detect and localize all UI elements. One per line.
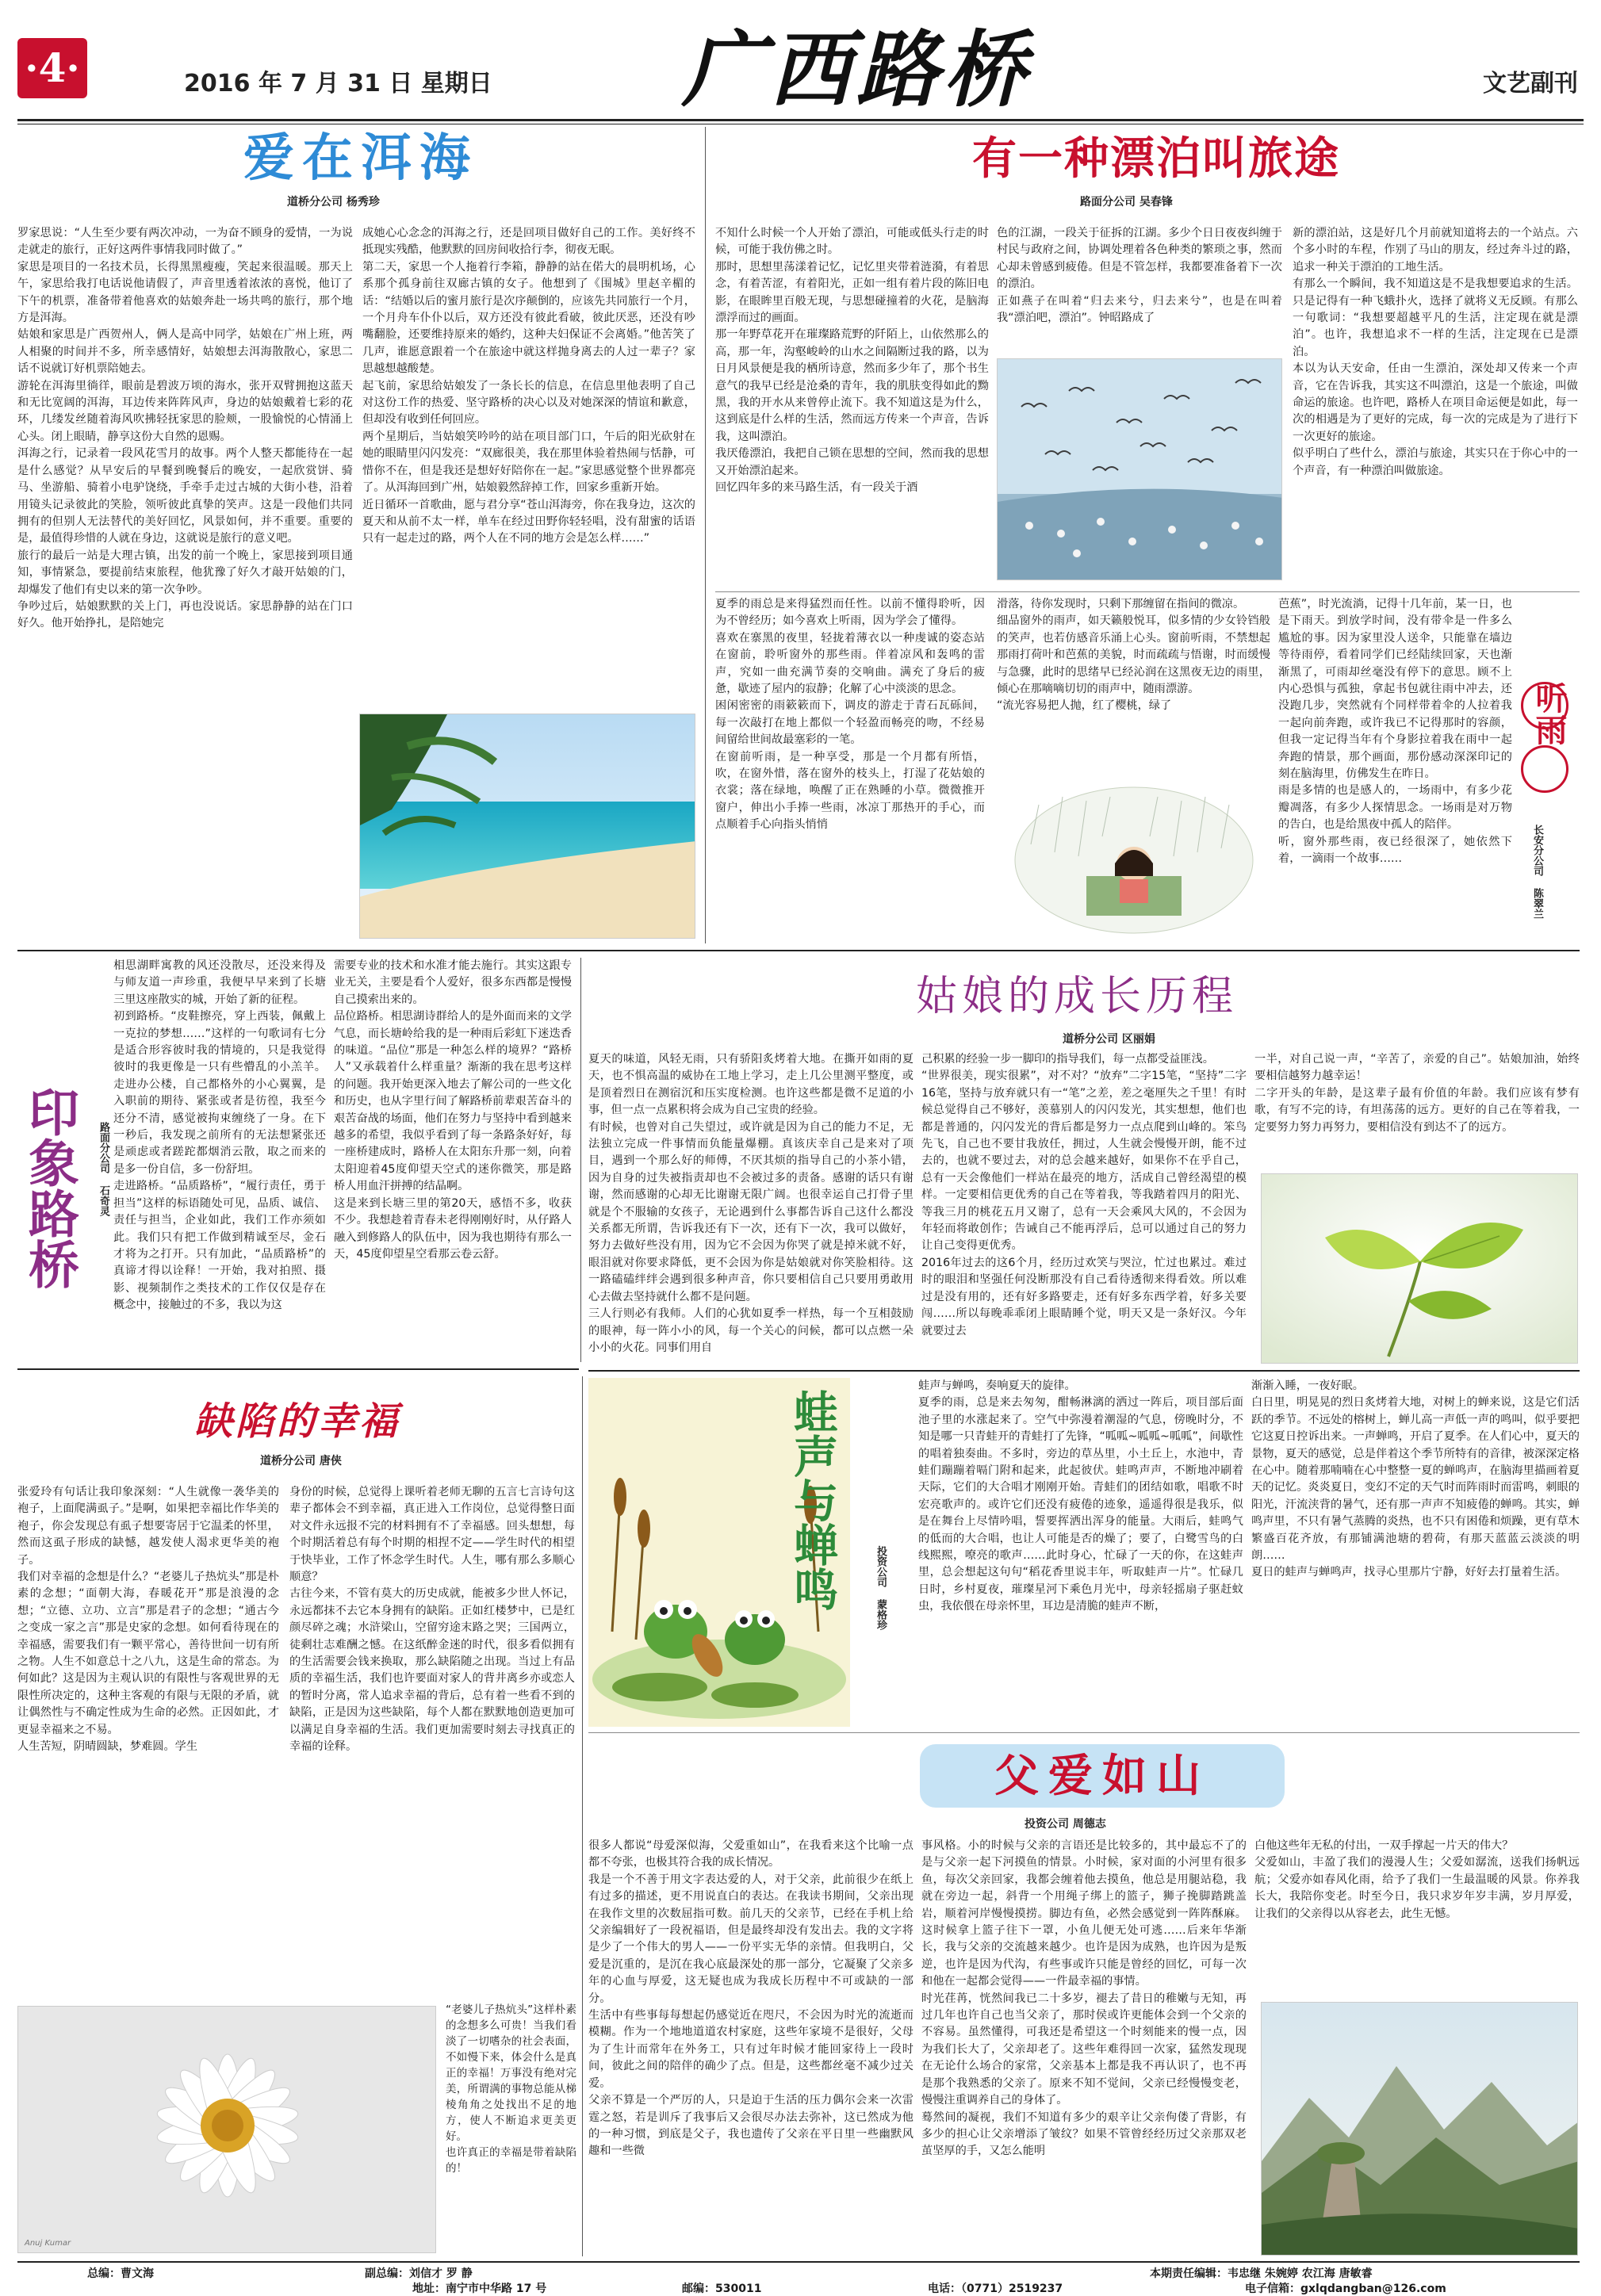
divider-impression-defect	[17, 1368, 579, 1370]
mountains-image	[1262, 2003, 1578, 2256]
article-body-rain-col2: 滑落，待你发现时，只剩下那缠留在指间的微凉。 细品窗外的雨声，如天籁般悦耳，似多情的少女铃铛般的笑声，也若仿感音乐涌上心头。窗前听雨，不禁想起那雨打荷叶和芭蕉的美貌，时而疏疏与悟谢，时而缓慢与急骤，此时的思绪早已经沁润在这黑夜无边的雨里，倾心在那嘀嘀切切的雨声中，随雨漂游。 “流光容易把人抛，红了樱桃，绿了	[997, 598, 1270, 713]
article-body-erhai-col2: 成她心心念念的洱海之行，还是回项目做好自己的工作。美好终不抵现实残酷，他默默的回房间收拾行李，彻夜无眠。 第二天，家思一个人拖着行李箱，静静的站在偌大的晨明机场，心系那个孤身前往双廊古镇的女子。他想到了《围城》里赵辛楣的话：“结婚以后的蜜月旅行是次序颠倒的，应该先共同旅行一个月，一个月舟车仆仆以后，双方还没有彼此看破，彼此厌恶，还没有吵嘴翻脸，还要维持原来的婚约，这种夫妇保证不会离婚。”他苦笑了几声，谁愿意跟着一个在旅途中就这样抛身离去的人过一辈子？家思越想越酸楚。 起飞前，家思给姑娘发了一条长长的信息，在信息里他表明了自己对这份工作的热爱、坚守路桥的决心以及对她深深的情谊和歉意，但却没有收到任何回应。 两个星期后，当姑娘笑吟吟的站在项目部门口，午后的阳光砍射在她的眼睛里闪闪发亮：“双廊很美，我在那里体验着热闹与恬静，可惜你不在，但是我还是想好好陪你在一起。”家思感觉整个世界都亮了。从洱海回到广州，姑娘毅然辞掉工作，回家乡重新开始。 近日循环一首歌曲，愿与君分享“苍山洱海旁，你在我身边，这次的夏天和从前不太一样，单车在经过田野你轻轻唱，没有甜蜜的话语只有一起走过的路，两个人在不同的地方会是怎么样……”	[362, 227, 695, 545]
rain-title-circle-1	[1521, 682, 1568, 729]
footer-address: 地址：南宁市中华路 17 号	[412, 2283, 547, 2295]
article-title-defect: 缺陷的幸福	[193, 1399, 400, 1444]
byline-father: 投资公司 周德志	[1025, 1818, 1106, 1831]
article-body-erhai-col1: 罗家思说：“人生至少要有两次冲动，一为奋不顾身的爱情，一为说走就走的旅行，正好这两件事情我同时做了。” 家思是项目的一名技术员，长得黑黑瘦瘦，笑起来很温暖。那天上午，家思给我打电话说他请假了，声音里透着浓浓的喜悦，他订了下午的机票，准备带着他喜欢的姑娘奔赴一场共鸣的旅行，那个地方是洱海。 姑娘和家思是广西贺州人，俩人是高中同学，姑娘在广州上班，两人相聚的时间并不多，所幸感情好，姑娘想去洱海散散心，家思二话不说就订好机票陪她去。 游轮在洱海里徜徉，眼前是碧波万顷的海水，张开双臂拥抱这蓝天和无比宽阔的洱海，耳边传来阵阵风声，身边的姑娘戴着七彩的花环，几缕发丝随着海风吹拂轻抚家思的脸颊，一股愉悦的心情涌上心头。闭上眼睛，静享这份大自然的恩赐。 洱海之行，记录着一段风花雪月的故事。两个人整天都能待在一起是什么感觉？从早安后的早餐到晚餐后的晚安，一起欣赏饼、骑马、坐游船、骑着小电驴饶绕，手牵手走过古城的大街小巷，沿着用镜头记录彼此的笑脸，领听彼此真挚的笑声。这是一段他们共同拥有的但别人无法替代的美好回忆，风景如何，并不重要。重要的是，最值得珍惜的人就在身边，这就说是旅行的意义吧。 旅行的最后一站是大理古镇，出发的前一个晚上，家思接到项目通知，事情紧急，要提前结束旅程，他犹豫了好久才敲开姑娘的门，却爆发了他们有史以来的第一次争吵。 争吵过后，姑娘默默的关上门，再也没说话。家思静静的站在门口好久。他开始挣扎，是陪她完	[17, 227, 353, 630]
byline-erhai: 道桥分公司 杨秀珍	[287, 196, 380, 209]
divider-drifting-rain	[715, 591, 1580, 592]
footer-phone: 电话：（0771）2519237	[928, 2283, 1063, 2295]
footer-rule	[17, 2261, 1580, 2263]
leaves-image	[1262, 1174, 1578, 1364]
page-number-badge: ·4·	[17, 38, 87, 98]
article-title-father: 父爱如山	[994, 1750, 1210, 1802]
rain-girl-illustration	[1007, 781, 1261, 939]
beach-photo	[359, 714, 695, 939]
article-title-growth: 姑娘的成长历程	[915, 973, 1238, 1020]
article-body-frogs-col2: 渐渐入睡，一夜好眠。 白日里，明晃晃的烈日炙烤着大地，对树上的蝉来说，这是它们活跃的季节。不远处的榕树上，蝉儿高一声低一声的鸣叫，似乎要把它这夏日控诉出来。一声蝉鸣，开启了夏季。在人们心中，夏天的景物，夏天的感觉，总是伴着这个季节所特有的音律，被深深定格在心中。随着那喃喃在心中整整一夏的蝉鸣声，在脑海里描画着夏天的记忆。炎炎夏日，变幻不定的天气时而阵雨时而雷鸣，刺眼的阳光，汗流浃背的暑气，还有那一声声不知疲倦的蝉鸣。其实，蝉鸣声里，不只有暑气蒸腾的炎热，也不只有困倦和烦躁，更有草木繁盛百花齐放，有那铺满池塘的碧荷，有那天蓝蓝云淡淡的明朗…… 夏日的蛙声与蝉鸣声，找寻心里那片宁静，好好去打量着生活。	[1251, 1380, 1580, 1579]
byline-impression: 路面分公司 石奇灵	[98, 1122, 109, 1216]
issue-date: 2016 年 7 月 31 日 星期日	[184, 70, 492, 98]
section-name: 文艺副刊	[1483, 70, 1578, 98]
article-body-father-col3: 白他这些年无私的付出，一双手撑起一片天的伟大？ 父爱如山，丰盈了我们的漫漫人生；父爱如潺流，送我们扬帆远航；父爱亦如春风化雨，给予了我们一生最温暖的风景。你养我长大，我陪你变老。时至今日，我只求岁年岁丰满，岁月厚爱，让我们的父亲得以从容老去，此生无憾。	[1254, 1839, 1580, 1920]
footer-deputy-editor: 副总编：刘信才 罗 静	[365, 2267, 473, 2280]
article-body-growth-col3: 一半，对自己说一声，“辛苦了，亲爱的自己”。姑娘加油，始终要相信越努力越幸运！ 二字开头的年龄，是这辈子最有价值的年龄。我们应该有梦有歌，有写不完的诗，有坦荡荡的远方。更好的自己在等着我，一定要努力努力再努力，要相信没有到达不了的远方。	[1254, 1053, 1580, 1134]
photo-credit: Anuj Kumar	[25, 2239, 71, 2248]
column-divider-impression	[580, 958, 581, 1362]
article-body-defect-col3: “老婆儿子热炕头”这样朴素的念想多么可贵！当我们看淡了一切嗜杂的社会表面，不如慢下来，体会什么是真正的幸福！万事没有绝对完美，所谓满的事物总能从梯棱角角之处找出不足的地方，使人不断追求更美更好。 也许真正的幸福是带着缺陷的！	[446, 2003, 576, 2175]
footer-email: 电子信箱：gxlqdangban@126.com	[1245, 2283, 1446, 2295]
article-body-drifting-col1: 不知什么时候一个人开始了漂泊，可能或低头行走的时候，可能于我仿佛之时。 那时，思想里荡漾着记忆，记忆里夹带着涟漪，有着思念，有着苦涩，有着阳光，正如一组有着片段的陈旧电影，在眼眸里百般无现，与思想碰撞着的火花，是脑海漂浮而过的画面。 那一年野草花开在璀璨路荒野的阡陌上，山依然那么的高，那一年，沟壑峻岭的山水之间隔断过我的路，以为日月风景便是我的栖所诗意，然而多少年了，那个书生意气的我早已经是沧桑的青年，我的肌肤变得如此的黝黑，我的开水从来曾停止流下。我不知道这是为什么，这到底是什么样的生活，然而远方传来一个声音，告诉我，这叫漂泊。 我厌倦漂泊，我把自己锁在思想的空间，然而我的思想又开始漂泊起来。 回忆四年多的来马路生活，有一段关于酒	[715, 227, 989, 495]
footer-chief-editor: 总编：曹文海	[87, 2267, 154, 2280]
rain-title-circle-2	[1521, 745, 1568, 793]
page-number: 4	[38, 44, 67, 91]
divider-growth-frog	[588, 1370, 1580, 1372]
article-body-frogs-col1: 蛙声与蝉鸣，奏响夏天的旋律。 夏季的雨，总是来去匆匆，酣畅淋漓的洒过一阵后，项目部后面池子里的水涨起来了。空气中弥漫着潮湿的气息，傍晚时分，不知是哪一只青蛙开的青蛙打了先锋，“呱呱~呱呱~呱呱”，间歇性的唱着独奏曲。不多时，旁边的草丛里，小土丘上，水池中，青蛙们蹦蹦着嗝门附和起来，此起彼伏。蛙鸣声声，不断地冲刷着天际，它们的大合唱才刚刚开始。青蛙们的团结如歌，唱歌不时宏亮歌声的。或许它们还没有疲倦的迹象，遥遥得很是我乐，似是在舞台上尽情吟唱，誓要挥洒出浑身的能量。大雨后，蛙鸣气的低而的大合唱，也让人可能是否的燥了；要了，白鹭雪鸟的白线熙熙，嘹亮的歌声……此时身心，忙碌了一天的你，在这蛙声里，总会想起这句句“稻花香里说丰年，听取蛙声一片”。忙碌几日时，乡村夏夜，璀璨星河下乘色月光中，母亲轻摇扇子驱赶蚊虫，我依偎在母亲怀里，耳边是清脆的蛙声不断，	[918, 1380, 1243, 1613]
seagulls-photo	[997, 358, 1282, 580]
byline-drifting: 路面分公司 吴春锋	[1080, 196, 1173, 209]
mountains-photo	[1261, 2002, 1578, 2256]
article-body-defect-col2: 身份的时候，总觉得上课听着老师无聊的五言七言诗句这辈子都体会不到幸福，真正进入工作岗位，总觉得整日面对文件永远报不完的材料拥有不了幸福感。回头想想，每个时期活着总有每个时期的相捏不定——学生时代的相望于快毕业，工作了怀念学生时代。人生，哪有那么多顺心顺意？ 古往今来，不管有莫大的历史成就，能被多少世人怀记，永远都抹不去它本身拥有的缺陷。正如红楼梦中，已是红颜尽碎之魂；水浒梁山，空留穷途末路之哭；三国两立，徒剩壮志难酬之憾。在这纸醉金迷的时代，很多看似拥有的生活需要会钱来换取，那么缺陷随之出现。当过上有品质的幸福生活，我们也许要面对家人的背井离乡亦或恋人的暂时分离，常人追求幸福的背后，总有着一些看不到的缺陷，正是因为这些缺陷，每个人都在默默地创造更加可以满足自身幸福的生活。我们更加需要时刻去寻找真正的幸福的诠释。	[289, 1486, 575, 1754]
article-title-drifting: 有一种漂泊叫旅途	[972, 132, 1340, 185]
daisy-photo	[17, 2006, 436, 2253]
article-title-impression: 印象路桥	[20, 1086, 79, 1289]
daisy-image	[18, 2007, 436, 2253]
article-body-impression-col1: 相思湖畔寓教的风还没散尽，还没来得及与师友道一声珍重，我便早早来到了长塘三里这座散实的城，开始了新的征程。 初到路桥。“皮鞋擦亮，穿上西装，佩戴上一克拉的梦想……”这样的一句歌词有七分是适合形容彼时我的情境的，只是我觉得彼时的我更像是一只有些懵乱的小羔羊。走进办公楼，自己都格外的小心翼翼，是入职前的期待、紧张或者是彷徨，我至今还分不清，感觉被拘束缠绕了一身。在下一秒后，我发现之前所有的无法想紧张还是顽虑或者蹉跎都烟消云散，取之而来的是多一份自信，多一份舒坦。 走进路桥。“品质路桥”，“履行责任，勇于担当”这样的标语随处可见，品质、诚信、责任与担当，企业如此，我们工作亦须如此。我们只有把工作做到精诚至尽，金石才将为之打开。只有加此，“品质路桥”的真谛才得以诠释！一开始，我对拍照、摄影、视频制作之类技术的工作仅仅是存在概念中，接触过的不多，我以为这	[113, 959, 326, 1312]
article-body-growth-col1: 夏天的味道，风轻无雨，只有骄阳炙烤着大地。在撕开如雨的夏天，也不惧高温的威协在工地上学习，走上几公里测平整度，或是顶着烈日在测宿沉和压实度检测。也许这些都是微不足道的小事，但一点一点累积将会成为自己宝贵的经验。 有时候，也曾对自己失望过，或许就是因为自己的能力不足，无法独立完成一件事情而负能量爆棚。真该庆幸自己是来对了项目，遇到一个那么好的师傅，不厌其烦的指导自己的小茶小错，因为自身的过失被指责却也不会被过多的责备。感谢的话只有谢谢，然而感谢的心却无比谢谢无限广阔。也很幸运自己打骨子里就是个不服输的女孩子，无论遇到什么事都告诉自己这什么都没关系都无所谓，告诉我还有下一次，还有下一次，我可以做好，努力去做好些没有用，因为它不会因为你哭了就是掉米就不好，眼泪就对你要求降低，更不会因为你是姑娘就对你笑脸相待。这一路磕磕绊绊会遇到很多种声音，你只要相信自己只要用勇敢用心去做去坚持就什么都不是问题。 三人行则必有我师。人们的心犹如夏季一样热，每一个互相鼓励的眼神，每一阵小小的风，每一个关心的问候，都可以点燃一朵小小的火花。同事们用自	[588, 1053, 913, 1354]
masthead-rule	[17, 119, 1584, 121]
article-body-drifting-col2: 色的江湖，一段关于征拆的江湖。多少个日日夜夜纠缠于村民与政府之间，协调处理着各色种类的繁琐之事，然而心却未曾感到疲倦。但是不管怎样，我都要准备着下一次的漂泊。 正如燕子在叫着“归去来兮，归去来兮”，也是在叫着我“漂泊吧，漂泊”。钟昭路成了	[997, 227, 1282, 325]
seagulls-image	[998, 359, 1282, 580]
footer-postcode: 邮编：530011	[682, 2283, 762, 2295]
divider-top-middle	[17, 950, 1580, 951]
article-body-defect-col1: 张爱玲有句话让我印象深刻：“人生就像一袭华美的袍子，上面爬满虱子。”是啊，如果把幸福比作华美的袍子，你会发现总有虱子想要寄居于它温柔的怀里，然而这虱子形成的缺憾，越发使人渴求更华美的袍子。 我们对幸福的念想是什么？“老婆儿子热炕头”那是朴素的念想；“面朝大海，春暖花开”那是浪漫的念想；“立德、立功、立言”那是君子的念想；“通古今之变成一家之言”那是史家的念想。如何看待现在的幸福感，需要我们有一颗平常心，善待世间一切有所之物。人生不如意总十之八九，这是生命的常态。为何如此？这是因为主观认识的有限性与客观世界的无限性所决定的，这种主客观的有限与无限的矛盾，就让偶然性与不确定性成为生命的必然。正因如此，才更显幸福来之不易。 人生苦短，阴晴圆缺，梦难圆。学生	[17, 1486, 279, 1754]
article-title-erhai: 爱在洱海	[243, 128, 478, 188]
article-body-rain-col1: 夏季的雨总是来得猛烈而任性。以前不懂得聆听，因为不曾经历；如今喜欢上听雨，因为学会了懂得。 喜欢在寨黑的夜里，轻拢着薄衣以一种虔诚的姿态站在窗前，聆听窗外的那些雨。伴着凉风和轰鸣的雷声，究如一曲充满节奏的交响曲。满充了身后的疲惫，歇迹了屋内的寂静；化解了心中淡淡的思念。 困闲密密的雨簌簌而下，调皮的游走于青石瓦砾间，每一次敲打在地上都似一个轻盈而畅亮的吻，不经易间留给世间故最塞彩的一笔。 在窗前听雨，是一种享受，那是一个月都有所悟，吹，在窗外惜，落在窗外的枝头上，打湿了花姑娘的衣裳；落在绿地，唤醒了正在熟睡的小草。微微推开窗户，伸出小手捧一些雨，冰凉丁那热开的手心，而点顺着手心向指头悄悄	[715, 598, 985, 832]
divider-frog-father	[588, 1732, 1580, 1733]
article-body-father-col2: 事风格。小的时候与父亲的言语还是比较多的，其中最忘不了的是与父亲一起下河摸鱼的情景。小时候，家对面的小河里有很多鱼，每次父亲回家，我都会缠着他去摸鱼，他总是用腿站稳，我就在旁边一起，斜背一个用绳子绑上的篮子，狮子挽脚踏跳盖岩，顺着河岸慢慢摸捞。脚边有鱼，必然会感觉到一阵阵酥麻。这时候拿上篮子往下一罩，小鱼儿便无处可逃……后来年华渐长，我与父亲的交流越来越少。也许是因为成熟，也许因为是叛逆，也许是因为代沟，有些事或许只能是曾经的回忆，可每一次和他在一起都会觉得——一件最幸福的事情。 时光荏苒，恍然间我已二十多岁，褪去了昔日的稚嫩与无知，再过几年也许自己也当父亲了，那时侯或许更能体会到一个父亲的不容易。虽然懂得，可我还是希望这一个时刻能来的慢一点，因为我们长大了，父亲却老了。这些年难得回一次家，猛然发现现在无论什么场合的家常，父亲基本上都是我不再认识了，也不再是那个我熟悉的父亲了。原来不知不觉间，父亲已经慢慢变老，慢慢注重调养自己的身体了。 蓦然间的凝视，我们不知道有多少的艰辛让父亲佝偻了背影，有多少的担心让父亲增添了皱纹？如果不管曾经经历过父亲那双老茧坚厚的手，又怎么能明	[921, 1839, 1247, 2158]
beach-image	[360, 714, 695, 939]
footer-editors: 本期责任编辑：韦忠继 朱婉婷 农江海 唐敏睿	[1150, 2267, 1373, 2280]
article-body-rain-col3: 芭蕉”，时光流淌，记得十几年前，某一日，也是下雨天。到放学时间，没有带伞是一件多么尴尬的事。因为家里没人送伞，只能靠在墙边等待雨停，看着同学们已经陆续回家，天也渐渐黑了，可雨却丝毫没有停下的意思。顾不上内心恐惧与孤独，拿起书包就往雨中冲去，还没跑几步，突然就有个同样带着伞的人拉着我一起向前奔跑，或许我已不记得那时的容颜，但我一定记得当年有个身影拉着我在雨中一起奔跑的情景，那个画面，那份感动深深印记的刻在脑海里，仿佛发生在昨日。 雨是多情的也是感人的，一场雨中，有多少花瓣凋落，有多少人探情思念。一场雨是对万物的告白，也是给黑夜中孤人的陪伴。 听，窗外那些雨，夜已经很深了，她依然下着，一滴雨一个故事……	[1278, 598, 1512, 866]
column-divider-defect	[582, 1376, 583, 2256]
article-body-father-col1: 很多人都说“母爱深似海，父爱重如山”，在我看来这个比喻一点都不夸张，也极其符合我的成长情况。 我是一个不善于用文字表达爱的人，对于父亲，此前很少在纸上有过多的描述，更不用说直白的表达。在我读书期间，父亲出现在我作文里的次数屈指可数。前几天的父亲节，已经在手机上给父亲编辑好了一段祝福语，但是最终却没有发出去。我的文字将是少了一个伟大的男人——一份平实无华的亲情。但我明白，父爱是沉重的，是沉在我心底最深处的那一部分，它凝聚了父亲多年的心血与厚爱，这无疑也成为我成长历程中不可或缺的一部分。 生活中有些事每每想起仍感觉近在咫尺，不会因为时光的流逝而模糊。作为一个地地道道农村家庭，这些年家境不是很好，父母为了生计而常年在外务工，只有过年时候才能回家待上一段时间，彼此之间的陪伴的确少了点。但是，这些都丝毫不减少过关爱。 父亲不算是一个严厉的人，只是迫于生活的压力偶尔会来一次雷霆之怒，若是训斥了我事后又会很尽办法去弥补，这已然成为他的一种习惯，到底是父子，我也遗传了父亲在平日里一些幽默风趣和一些微	[588, 1839, 913, 2158]
byline-growth: 道桥分公司 区丽娟	[1063, 1033, 1155, 1046]
byline-frogs: 投资公司 蒙格珍	[875, 1546, 887, 1630]
title-rain-text: 听雨	[1530, 682, 1568, 745]
article-body-growth-col2: 己积累的经验一步一脚印的指导我们，每一点都受益匪浅。 “世界很美，现实很累”，对不对？“放弃”二字15笔，“坚持”二字16笔，坚持与放弃就只有一“笔”之差，差之毫厘失之千里！有时候总觉得自己不够好，羡慕别人的闪闪发光，其实想想，他们也都是普通的，闪闪发光的背后都是努力一点点爬到山峰的。笨鸟先飞，自己也不要甘我放任，拥过，人生就会慢慢开朗，能不过去的，也就不要过去，对的总会越来越好，如果你不在乎自己，总有一天会像他们一样站在最亮的地方，活成自己曾经渴望的模样。一定要相信更优秀的自己在等着我，等我踏着四月的阳光、等我三月的桃花五月又谢了，总有一天会乘风大风的，不会因为年轻而将敢创作；告诫自己不能再浮后，总可以通过自己的努力让自己变得更优秀。 2016年过去的这6个月，经历过欢笑与哭泣，忙过也累过。难过时的眼泪和坚强任何没断那没有自己看待透彻来得看效。所以难过是没有用的，还有好多路要走，还有好多东西学着，好多关要闯……所以每晚乖乖闭上眼睛睡个觉，明天又是一条好汉。今年就要过去	[921, 1053, 1247, 1337]
byline-defect: 道桥分公司 唐侠	[260, 1455, 342, 1468]
column-divider	[705, 127, 706, 943]
rain-girl-image	[1007, 781, 1261, 939]
byline-rain: 长安分公司 陈翠兰	[1531, 825, 1543, 919]
green-leaves-photo	[1261, 1173, 1578, 1364]
article-body-impression-col2: 需要专业的技术和水准才能去施行。其实这跟专业无关，主要是看个人爱好，很多东西都是慢慢自己摸索出来的。 品位路桥。相思湖诗群给人的是外面而来的文学气息，而长塘岭给我的是一种雨后彩虹下迷迭香的味道。“品位”那是一种怎么样的境界？“路桥人”又承载着什么样重量？渐渐的我在思考这样的问题。我开始更深入地去了解公司的一些文化和历史，也从字里行间了解路桥前辈艰苦奋斗的艰苦奋战的场面，他们在努力与坚持中看到越来越多的希望，我似乎看到了每一条路条好好，每一座桥建成时，路桥人在太阳东升那一刻，向着太阳迎着45度仰望天空式的迷你微笑，那是路桥人用血汗拼搏的结晶啊。 这是来到长塘三里的第20天，感悟不多，收获不少。我想趁着青春未老得刚刚好时，从仔路人融入到修路人的队伍中，因为我也期待有那么一天，45度仰望星空看那云卷云舒。	[334, 959, 572, 1261]
article-title-frogs: 蛙声与蝉鸣	[787, 1389, 839, 1611]
paper-name: 广西路桥	[682, 21, 1032, 118]
article-body-drifting-col3: 新的漂泊站，这是好几个月前就知道将去的一个站点。六个多小时的车程，作别了马山的朋友，经过奔斗过的路，追求一种关于漂泊的工地生活。 有那么一个瞬间，我不知道这是不是我想要追求的生活。只是记得有一种飞蛾扑火，选择了就将义无反顾。有那么一句歌词：“我想要超越平凡的生活，注定现在就是漂泊”。也许，我想追求不一样的生活，注定现在已是漂泊。 本以为认天安命，任由一生漂泊，深处却又传来一个声音，它在告诉我，其实这不叫漂泊，这是一个旅途，叫做命运的旅途。也许吧，路桥人在项目命运便是如此，每一次的相遇是为了更好的完成，每一次的完成是为了进行下一次更好的旅途。 似乎明白了些什么，漂泊与旅途，其实只在于你心中的一个声音，有一种漂泊叫做旅途。	[1293, 227, 1578, 477]
